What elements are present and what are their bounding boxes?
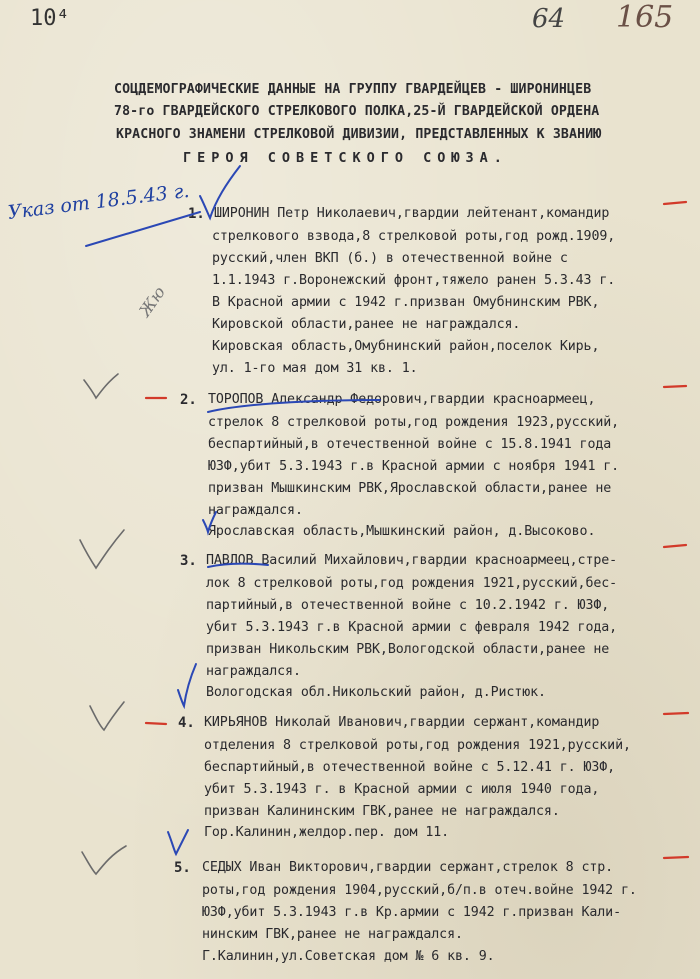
entry-line: русский,член ВКП (б.) в отечественной войне с [212,251,568,266]
entry-line: Гор.Калинин,желдор.пер. дом 11. [204,825,450,840]
checkmark-icon [178,664,196,706]
entry-number: 2. [180,392,197,408]
entry-line: стрелкового взвода,8 стрелковой роты,год рожд.1909, [212,229,616,244]
entry-line: беспартийный,в отечественной войне с 15.8.1941 года [208,437,612,452]
checkmark-icon [80,530,124,568]
entry-line: награждался. [206,664,301,679]
entry-line: ШИРОНИН Петр Николаевич,гвардии лейтенант,командир [214,206,610,221]
entry-line: убит 5.3.1943 г. в Красной армии с июля 1940 года, [204,782,600,797]
title-line: 78-го ГВАРДЕЙСКОГО СТРЕЛКОВОГО ПОЛКА,25-Й ГВАРДЕЙСКОЙ ОРДЕНА [114,104,600,119]
entry-number: 5. [174,860,191,876]
pencil-marks [80,374,126,874]
entry-line: призван Никольским РВК,Вологодской области,ранее не [206,642,610,657]
entry-line: роты,год рождения 1904,русский,б/п.в отеч.войне 1942 г. [202,883,637,898]
entry-line: отделения 8 стрелковой роты,год рождения 1921,русский, [204,738,631,753]
entry-line: В Красной армии с 1942 г.призван Омубнинским РВК, [212,295,600,310]
entry-line: стрелок 8 стрелковой роты,год рождения 1923,русский, [208,415,620,430]
entry-line: награждался. [208,503,303,518]
entry-line: ПАВЛОВ Василий Михайлович,гвардии красноармеец,стре- [206,553,618,568]
entry-number: 3. [180,553,197,569]
entry-line: КИРЬЯНОВ Николай Иванович,гвардии сержант,командир [204,715,600,730]
page-number-stamp: 165 [616,0,674,35]
entry-line: ТОРОПОВ Александр Федорович,гвардии красноармеец, [208,392,596,407]
entry-line: призван Мышкинским РВК,Ярославской области,ранее не [208,481,612,496]
entry-line: 1.1.1943 г.Воронежский фронт,тяжело ранен 5.3.43 г. [212,273,616,288]
entry-line: призван Калининским ГВК,ранее не награждался. [204,804,560,819]
entry-line: Ярославская область,Мышкинский район, д.Высоково. [208,524,596,539]
checkmark-icon [84,374,118,398]
entry-line: партийный,в отечественной войне с 10.2.1942 г. ЮЗФ, [206,598,610,613]
entry-line: убит 5.3.1943 г.в Красной армии с февраля 1942 года, [206,620,618,635]
checkmark-icon [82,846,126,874]
entry-line: нинским ГВК,ранее не награждался. [202,927,463,942]
title-line: КРАСНОГО ЗНАМЕНИ СТРЕЛКОВОЙ ДИВИЗИИ, ПРЕДСТАВЛЕННЫХ К ЗВАНИЮ [116,127,602,142]
entry-number: 1. [188,206,205,222]
entry-line: Кировской области,ранее не награждался. [212,317,521,332]
checkmark-icon [90,702,124,730]
entry-line: беспартийный,в отечественной войне с 5.12.41 г. ЮЗФ, [204,760,616,775]
entry-line: ЮЗФ,убит 5.3.1943 г.в Красной армии с ноября 1941 г. [208,459,620,474]
page-number-handwritten: 64 [532,4,566,34]
entry-line: Кировская область,Омубнинский район,поселок Кирь, [212,339,600,354]
entry-line: ЮЗФ,убит 5.3.1943 г.в Кр.армии с 1942 г.призван Кали- [202,905,621,920]
checkmark-icon [168,830,188,854]
decree-annotation: Указ от 18.5.43 г. [6,179,191,224]
entry-line: лок 8 стрелковой роты,год рождения 1921,русский,бес- [206,576,618,591]
entry-line: СЕДЫХ Иван Викторович,гвардии сержант,стрелок 8 стр. [202,860,614,875]
entry-line: Г.Калинин,ул.Советская дом № 6 кв. 9. [202,949,495,964]
entry-line: Вологодская обл.Никольский район, д.Ристюк. [206,685,546,700]
annotation-underline [86,212,200,246]
entry-line: ул. 1-го мая дом 31 кв. 1. [212,361,418,376]
title-line: СОЦДЕМОГРАФИЧЕСКИЕ ДАННЫЕ НА ГРУППУ ГВАРДЕЙЦЕВ - ШИРОНИНЦЕВ [114,82,592,97]
title-line: ГЕРОЯ СОВЕТСКОГО СОЮЗА. [183,150,508,166]
margin-initials: Жю [135,282,170,321]
page-number-left: 10⁴ [30,6,70,31]
entry-number: 4. [178,715,195,731]
